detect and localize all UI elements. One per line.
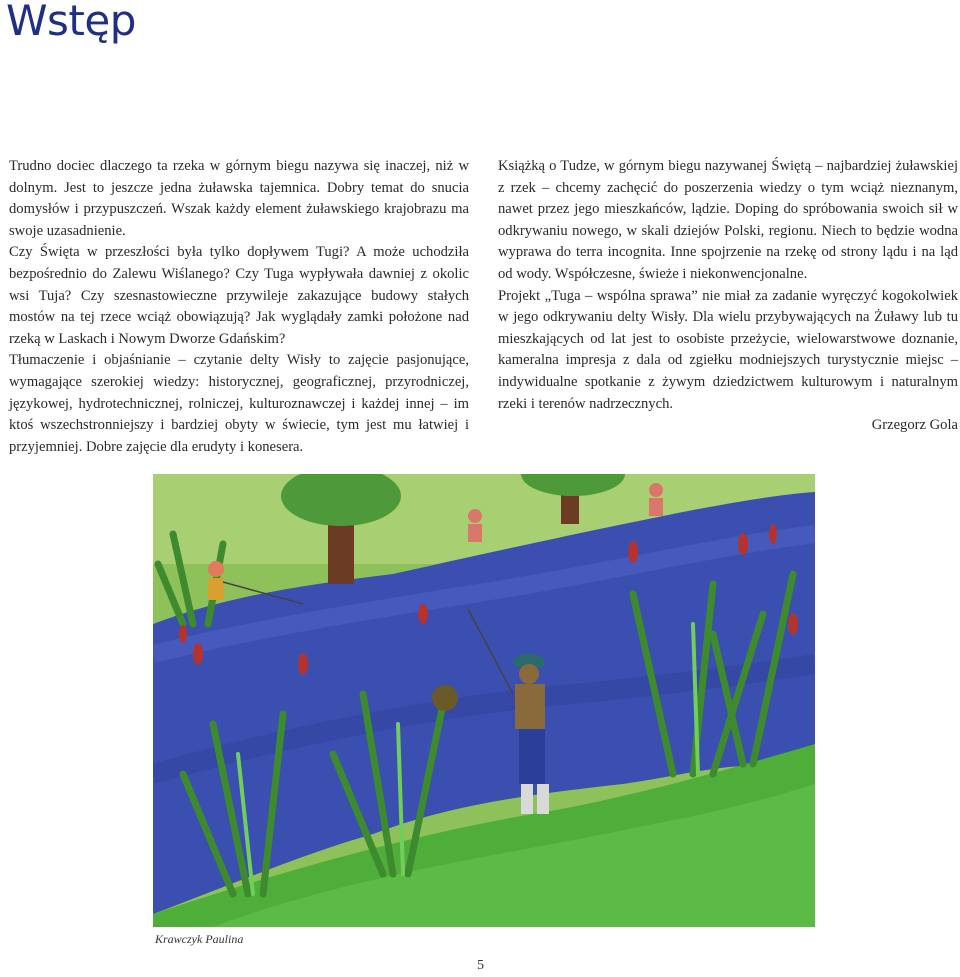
paragraph: Książką o Tudze, w górnym biegu nazywanej Świętą – najbardziej żuławskiej z rzek – chcemy zachęcić do poszerzenia wiedzy o tym wciąż nieznanym, nawet przez jego mieszkańców, lądzie. Doping do spróbowania swoich sił w odkrywaniu nowego, w skali dziejów Polski, regionu. Niech to będzie wodna wyprawa do terra incognita. Inne spojrzenie na rzekę od strony lądu i na ląd od wody. Współczesne, świeże i niekonwencjonalne. [498,158,958,282]
page-title: Wstęp [6,0,136,45]
river-drawing [153,474,815,927]
right-column [498,156,958,437]
paragraph: Trudno dociec dlaczego ta rzeka w górnym biegu nazywa się inaczej, niż w dolnym. Jest to jeszcze jedna żuławska tajemnica. Dobry temat do snucia domysłów i przypuszczeń. Wszak każdy element żuławskiego krajobrazu ma swoje uzasadnienie. [9,158,469,239]
page-number: 5 [477,958,484,973]
author-signature: Grzegorz Gola [871,417,958,434]
left-column [9,156,469,458]
paragraph: Projekt „Tuga – wspólna sprawa” nie miał za zadanie wyręczyć kogokolwiek w jego odkrywaniu delty Wisły. Dla wielu przybywających na Żuławy lub tu mieszkających od lat jest to osobiste przeżycie, wielowarstwowe doznanie, kameralna impresja z dala od zgiełku modniejszych turystycznie miejsc – indywidualne spotkanie z żywym dziedzictwem kulturowym i naturalnym rzeki i terenów nadrzecznych. [498,287,958,412]
children-drawing-illustration [153,474,815,927]
paragraph: Tłumaczenie i objaśnianie – czytanie delty Wisły to zajęcie pasjonujące, wymagające szerokiej wiedzy: historycznej, geograficznej, przyrodniczej, językowej, hydrotechnicznej, rolniczej, kulturoznawczej i każdej innej – im ktoś wszechstronniejszy i bardziej obyty w świecie, tym jest mu łatwiej i przyjemniej. Dobre zajęcie dla erudyty i konesera. [9,352,469,455]
illustration-caption: Krawczyk Paulina [155,932,244,946]
paragraph: Czy Święta w przeszłości była tylko dopływem Tugi? A może uchodziła bezpośrednio do Zalewu Wiślanego? Czy Tuga wypływała dawniej z okolic wsi Tuja? Czy szesnastowieczne przywileje zakazujące budowy stałych mostów na tej rzece wciąż obowiązują? Jak wyglądały zamki położone nad rzeką w Laskach i Nowym Dworze Gdańskim? [9,244,469,347]
